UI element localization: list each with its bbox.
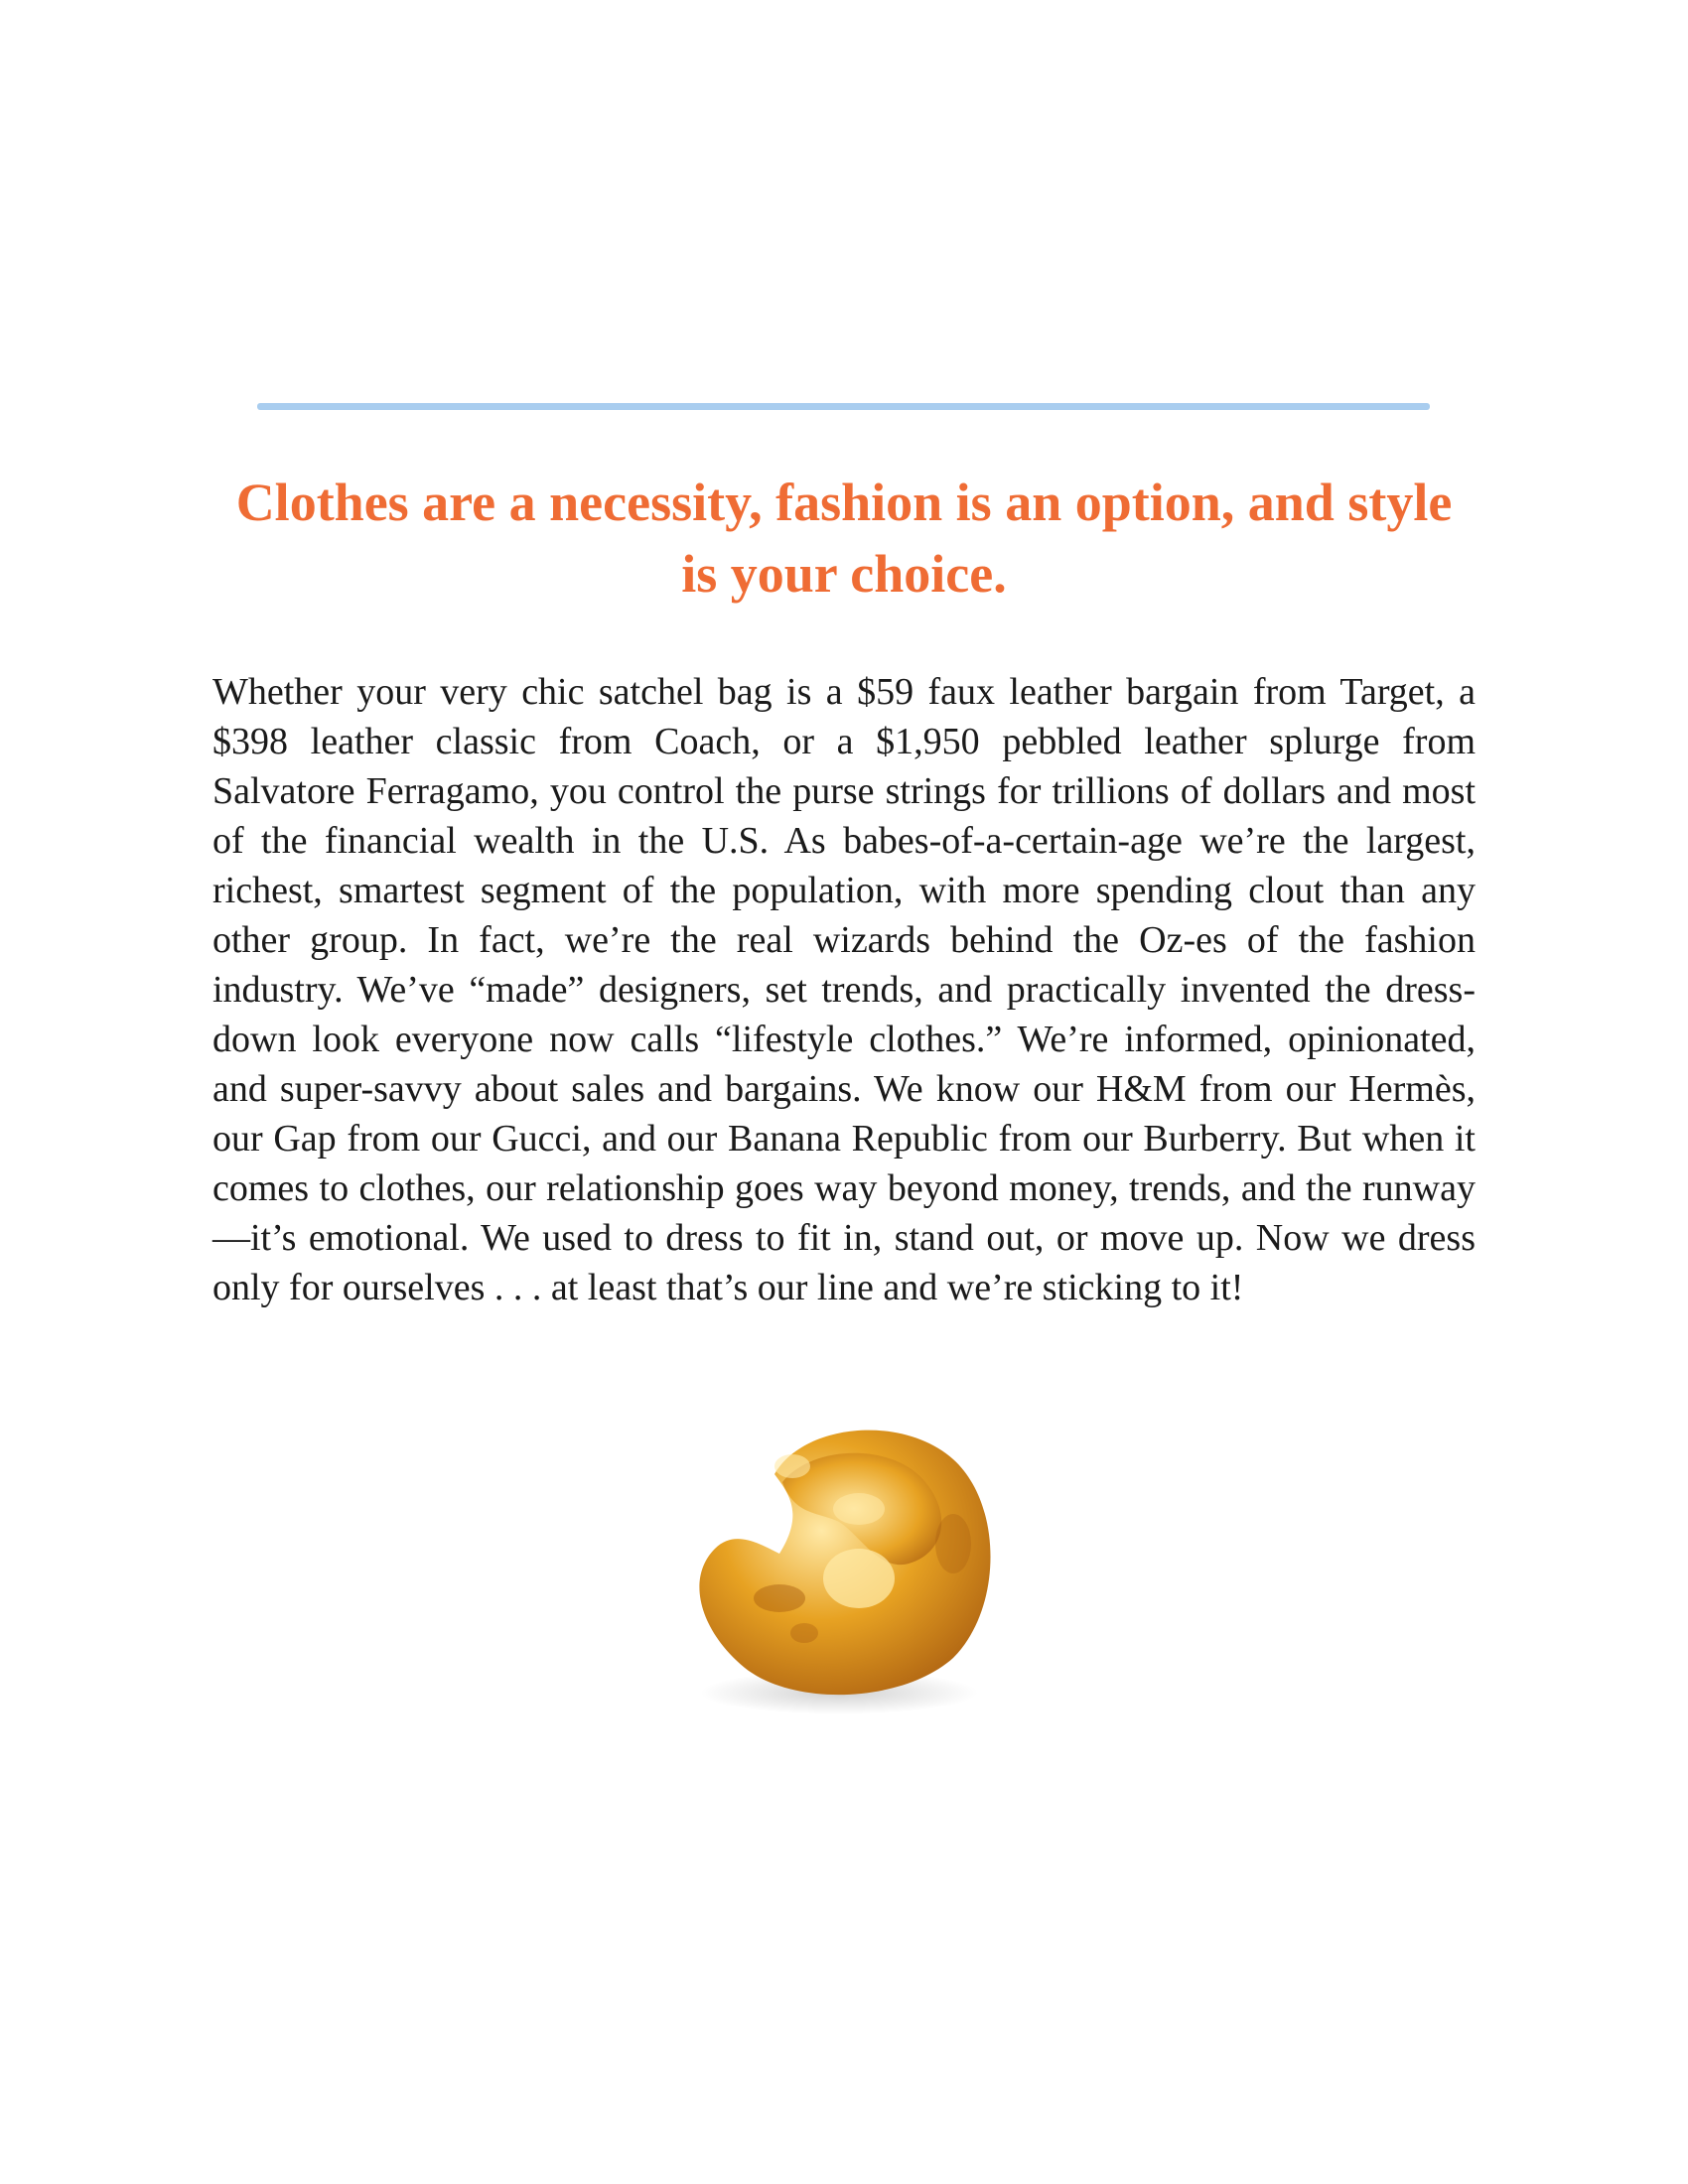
body-paragraph: Whether your very chic satchel bag is a $59 faux leather bargain from Target, a $398 leather classic from Coach, or a $1,950 pebbled leather splurge from Salvatore Ferragamo, you control the purse strings for trillions of dollars and most of the financial wealth in the U.S. As babes-of-a-certain-age we’re the largest, richest, smartest segment of the population, with more spending clout than any other group. In fact, we’re the real wizards behind the Oz-es of the fashion industry. We’ve “made” designers, set trends, and practically invented the dress-down look everyone now calls “lifestyle clothes.” We’re informed, opinionated, and super-savvy about sales and bargains. We know our H&M from our Hermès, our Gap from our Gucci, and our Banana Republic from our Burberry. But when it comes to clothes, our relationship goes way beyond money, trends, and the runway—it’s emotional. We used to dress to fit in, stand out, or move up. Now we dress only for ourselves . . . at least that’s our line and we’re sticking to it! (212, 671, 1476, 1308)
page-heading: Clothes are a necessity, fashion is an option, and style is your choice. (235, 473, 1453, 604)
top-divider (257, 403, 1430, 410)
ring-highlight (823, 1549, 895, 1608)
gold-ring-icon (655, 1405, 1033, 1722)
